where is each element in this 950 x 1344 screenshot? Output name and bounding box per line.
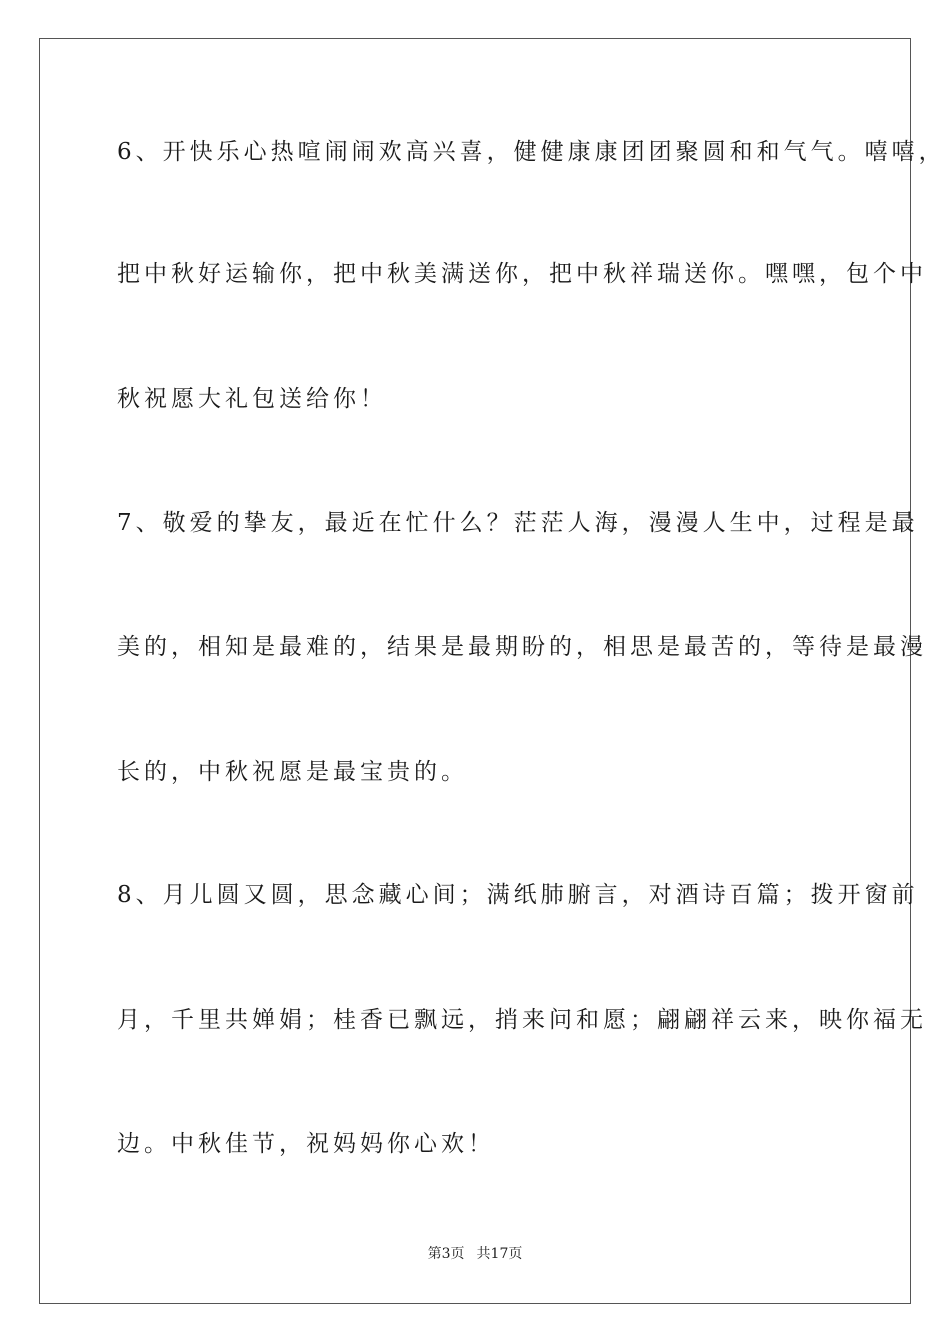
text-line: 8、月儿圆又圆，思念藏心间；满纸肺腑言，对酒诗百篇；拨开窗前 xyxy=(117,882,919,908)
text-line: 美的，相知是最难的，结果是最期盼的，相思是最苦的，等待是最漫 xyxy=(117,634,927,660)
text-line: 长的，中秋祝愿是最宝贵的。 xyxy=(117,759,468,785)
page-footer xyxy=(0,1245,950,1263)
text-line: 6、开快乐心热喧闹闹欢高兴喜，健健康康团团聚圆和和气气。嘻嘻， xyxy=(117,139,946,165)
text-line: 秋祝愿大礼包送给你！ xyxy=(117,386,387,412)
text-line: 7、敬爱的挚友，最近在忙什么？茫茫人海，漫漫人生中，过程是最 xyxy=(117,510,919,536)
page-number: 第3页 xyxy=(427,1246,465,1262)
text-line: 边。中秋佳节，祝妈妈你心欢！ xyxy=(117,1131,495,1157)
text-line: 月，千里共婵娟；桂香已飘远，捎来问和愿；翩翩祥云来，映你福无 xyxy=(117,1007,927,1033)
page-total: 共17页 xyxy=(476,1246,523,1262)
page-border xyxy=(39,38,946,1304)
text-line: 把中秋好运输你，把中秋美满送你，把中秋祥瑞送你。嘿嘿，包个中 xyxy=(117,261,927,287)
